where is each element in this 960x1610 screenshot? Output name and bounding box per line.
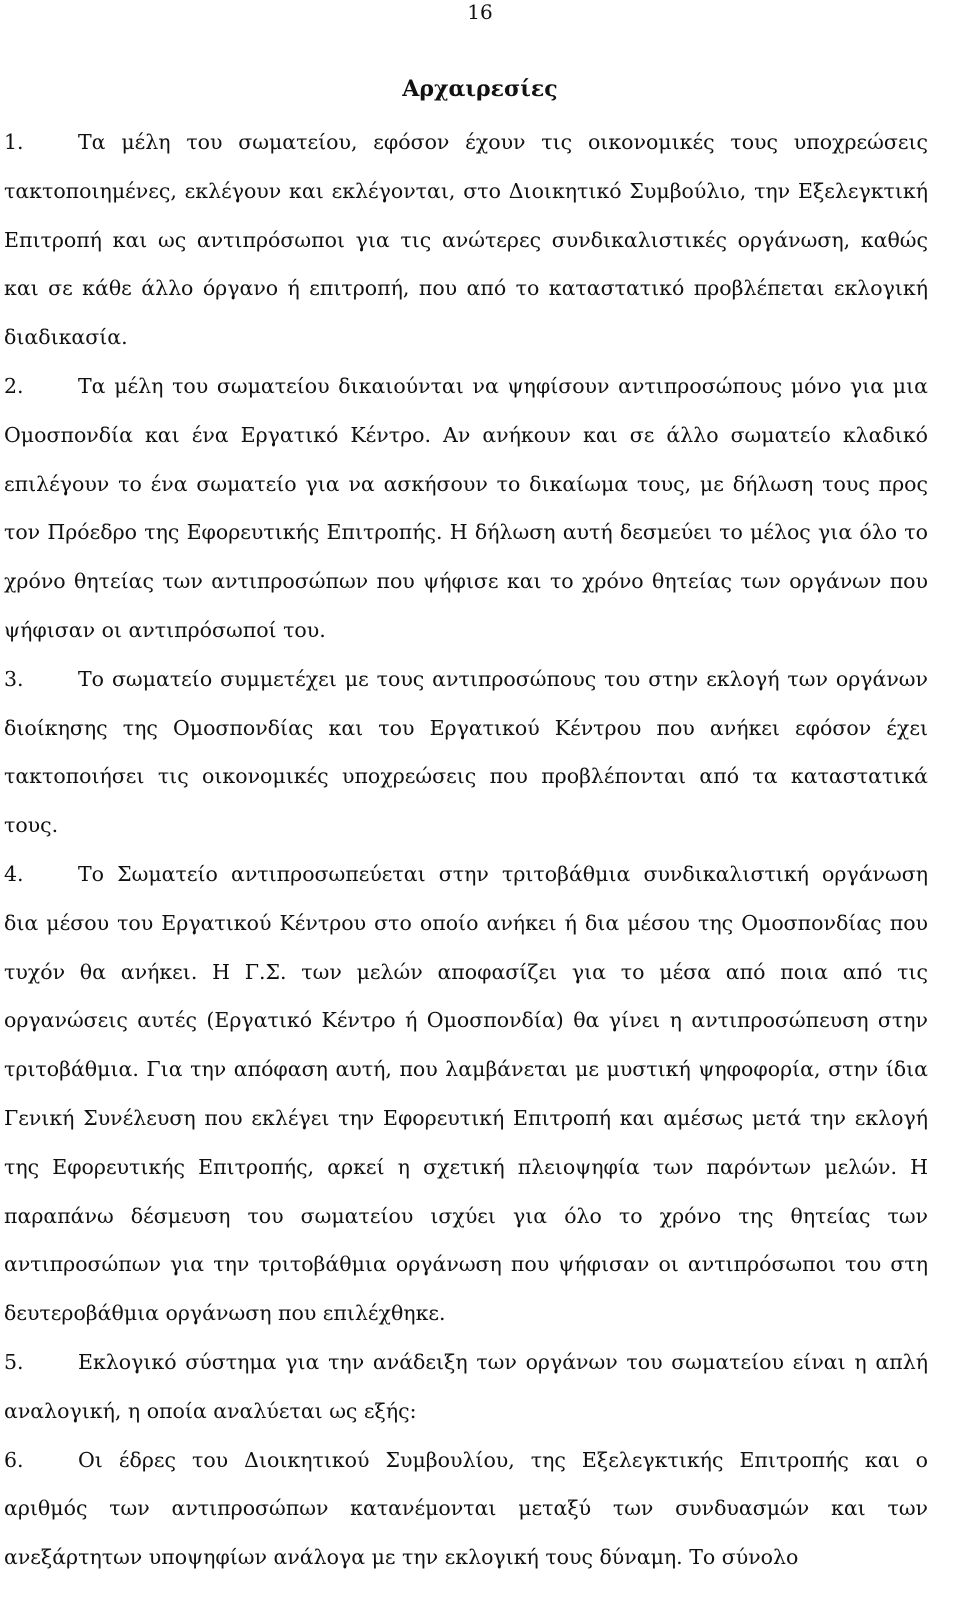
paragraph-5 xyxy=(4,1338,928,1436)
paragraph-6 xyxy=(4,1436,928,1582)
paragraph-text: Το Σωματείο αντιπροσωπεύεται στην τριτοβάθμια συνδικαλιστική οργάνωση δια μέσου του Εργατικού Κέντρου στο οποίο ανήκει ή δια μέσου της Ομοσπονδίας που τυχόν θα ανήκει. Η Γ.Σ. των μελών αποφασίζει για το μέσα από ποια από τις οργανώσεις αυτές (Εργατικό Κέντρο ή Ομοσπονδία) θα γίνει η αντιπροσώπευση στην τριτοβάθμια. Για την απόφαση αυτή, που λαμβάνεται με μυστική ψηφοφορία, στην ίδια Γενική Συνέλευση που εκλέγει την Εφορευτική Επιτροπή και αμέσως μετά την εκλογή της Εφορευτικής Επιτροπής, αρκεί η σχετική πλειοψηφία των παρόντων μελών. Η παραπάνω δέσμευση του σωματείου ισχύει για όλο το χρόνο της θητείας των αντιπροσώπων για την τριτοβάθμια οργάνωση που ψήφισαν οι αντιπρόσωποι του στη δευτεροβάθμια οργάνωση που επιλέχθηκε. xyxy=(4,861,928,1326)
paragraph-4 xyxy=(4,850,928,1338)
page-number: 16 xyxy=(467,0,493,24)
paragraph-number: 2. xyxy=(4,373,24,398)
paragraph-number: 3. xyxy=(4,666,24,691)
paragraph-1 xyxy=(4,118,928,362)
paragraph-number: 1. xyxy=(4,130,24,154)
document-body xyxy=(4,118,928,1582)
paragraph-text: Οι έδρες του Διοικητικού Συμβουλίου, της Εξελεγκτικής Επιτροπής και ο αριθμός των αντιπροσώπων κατανέμονται μεταξύ των συνδυασμών και των ανεξάρτητων υποψηφίων ανάλογα με την εκλογική τους δύναμη. Το σύνολο xyxy=(4,1447,928,1570)
paragraph-text: Το σωματείο συμμετέχει με τους αντιπροσώπους του στην εκλογή των οργάνων διοίκησης της Ομοσπονδίας και του Εργατικού Κέντρου που ανήκει εφόσον έχει τακτοποιήσει τις οικονομικές υποχρεώσεις που προβλέπονται από τα καταστατικά τους. xyxy=(4,666,928,838)
section-heading: Αρχαιρεσίες xyxy=(402,76,558,102)
paragraph-text: Τα μέλη του σωματείου, εφόσον έχουν τις οικονομικές τους υποχρεώσεις τακτοποιημένες, εκλέγουν και εκλέγονται, στο Διοικητικό Συμβούλιο, την Εξελεγκτική Επιτροπή και ως αντιπρόσωποι για τις ανώτερες συνδικαλιστικές οργάνωση, καθώς και σε κάθε άλλο όργανο ή επιτροπή, που από το καταστατικό προβλέπεται εκλογική διαδικασία. xyxy=(4,130,928,350)
paragraph-number: 4. xyxy=(4,861,24,886)
paragraph-text: Τα μέλη του σωματείου δικαιούνται να ψηφίσουν αντιπροσώπους μόνο για μια Ομοσπονδία και ένα Εργατικό Κέντρο. Αν ανήκουν και σε άλλο σωματείο κλαδικό επιλέγουν το ένα σωματείο για να ασκήσουν το δικαίωμα τους, με δήλωση τους προς τον Πρόεδρο της Εφορευτικής Επιτροπής. Η δήλωση αυτή δεσμεύει το μέλος για όλο το χρόνο θητείας των αντιπροσώπων που ψήφισε και το χρόνο θητείας των οργάνων που ψήφισαν οι αντιπρόσωποί του. xyxy=(4,373,928,642)
paragraph-number: 5. xyxy=(4,1349,24,1374)
paragraph-number: 6. xyxy=(4,1447,24,1472)
paragraph-3 xyxy=(4,655,928,850)
paragraph-text: Εκλογικό σύστημα για την ανάδειξη των οργάνων του σωματείου είναι η απλή αναλογική, η οποία αναλύεται ως εξής: xyxy=(4,1349,928,1423)
paragraph-2 xyxy=(4,362,928,655)
